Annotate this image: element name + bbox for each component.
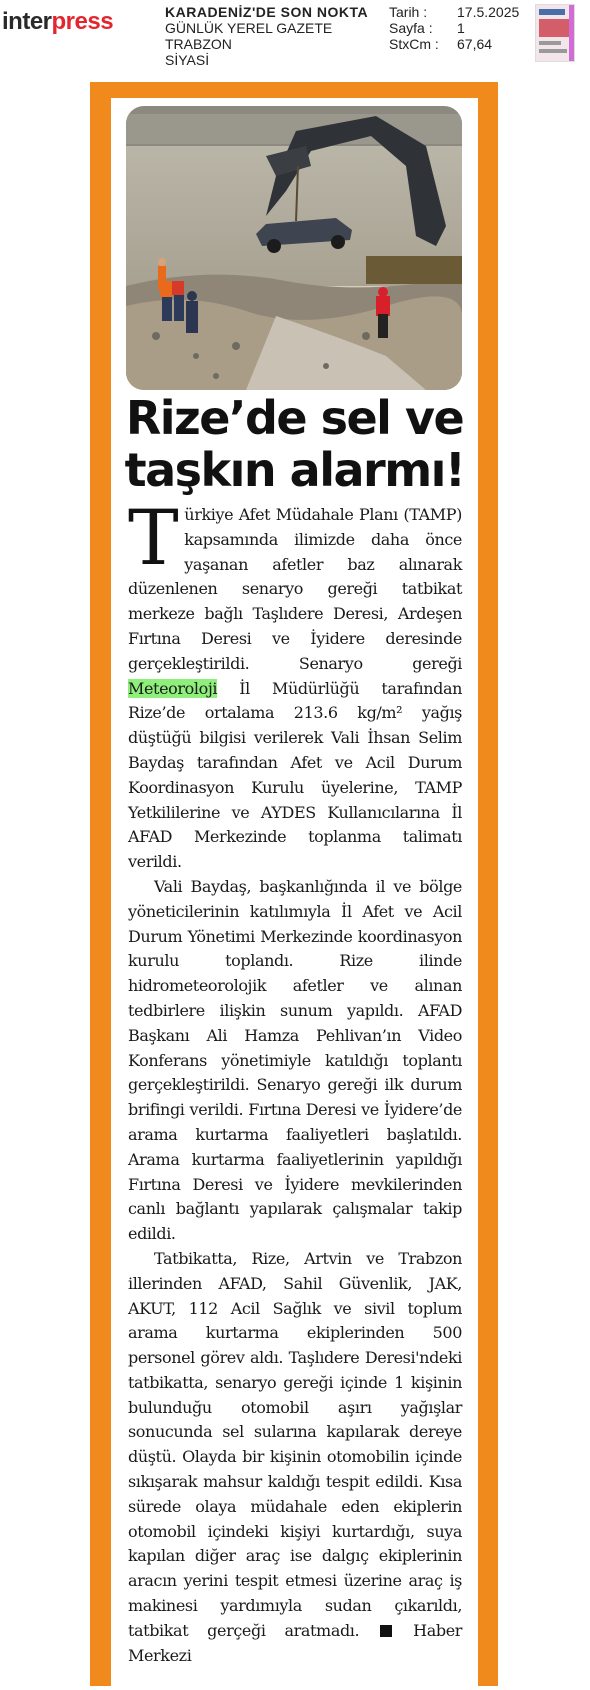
publication-type: GÜNLÜK YEREL GAZETE <box>165 20 333 36</box>
paragraph-3: Tatbikatta, Rize, Artvin ve Trabzon illerinden AFAD, Sahil Güvenlik, JAK, AKUT, 112 Acil Sağlık ve sivil toplum arama kurtarma ekiplerinden 500 personel görev aldı. Taşlıdere Deresi'ndeki tatbikatta, senaryo gereği içinde 1 kişinin bulunduğu otomobil aşırı yağışlar sonucunda sel sularına kapılarak dereye düştü. Olayda bir kişinin otomobilin içinde sıkışarak mahsur kaldığı tespit edildi. Kısa sürede olaya müdahale eden ekiplerin otomobil içindeki kişiyi kurtardığı, suya kapılan diğer araç ise dalgıç ekiplerinin aracın yerini tespit etmesi üzerine araç iş makinesi yardımıyla sudan çıkarıldı, tatbikat gerçeği aratmadı. Haber Merkezi <box>128 1248 463 1665</box>
interpress-logo: interpress <box>2 8 114 35</box>
byline-square-icon <box>380 1625 392 1637</box>
meta-row-date: Tarih : 17.5.2025 <box>389 4 520 20</box>
highlighted-term: Meteoroloji <box>128 678 218 698</box>
clipping-meta <box>389 4 527 52</box>
publication-city: TRABZON <box>165 36 232 52</box>
paragraph-2: Vali Baydaş, başkanlığında il ve bölge yöneticilerinin katılımıyla İl Afet ve Acil Durum Yönetimi Merkezinde koordinasyon kurulu toplandı. Rize ilinde hidrometeorolojik afetler ve alınan tedbirlere ilişkin sunum yapıldı. AFAD Başkanı Ali Hamza Pehlivan’ın Video Konferans yönetimiyle katıldığı toplantı gerçekleştirildi. Senaryo gereği ilk durum brifingi verildi. Fırtına Deresi ve İyidere’de arama kurtarma faaliyetleri başlatıldı. Arama kurtarma faaliyetlerinin yapıldığı Fırtına Deresi ve İyidere mevkilerinden canlı bağlantı yapılarak çalışmalar takip edildi. <box>128 876 462 1244</box>
meta-row-page: Sayfa : 1 <box>389 20 465 36</box>
headline-line-1: Rize’de sel ve <box>125 391 464 445</box>
headline-line-2: taşkın alarmı! <box>124 443 465 497</box>
byline: Haber Merkezi <box>128 1620 463 1665</box>
article-photo <box>126 106 462 390</box>
article-body <box>128 493 463 1668</box>
meta-row-stxcm: StxCm : 67,64 <box>389 36 493 52</box>
drop-cap: T <box>128 493 179 582</box>
paragraph-1: Türkiye Afet Müdahale Planı (TAMP) kapsamında ilimizde daha önce yaşanan afetler baz alınarak düzenlenen senaryo gereği tatbikat merkeze bağlı Taşlıdere Deresi, Ardeşen Fırtına Deresi ve İyidere deresinde gerçekleştirildi. Senaryo gereği Meteoroloji İl Müdürlüğü tarafından Rize’de ortalama 213.6 kg/m² yağış düştüğü bilgisi verilerek Vali İhsan Selim Baydaş tarafından Afet ve Acil Durum Koordinasyon Kurulu üyelerine, TAMP Yetkililerine ve AYDES Kullanıcılarına İl AFAD Merkezinde toplanma talimatı verildi. <box>128 493 462 872</box>
publication-category: SİYASİ <box>165 52 210 68</box>
publication-name: KARADENİZ'DE SON NOKTA <box>165 4 369 20</box>
article-headline <box>111 392 478 496</box>
excavator-lifting-car-image <box>126 106 462 390</box>
publication-info <box>165 4 395 68</box>
page-thumbnail[interactable] <box>535 4 575 62</box>
